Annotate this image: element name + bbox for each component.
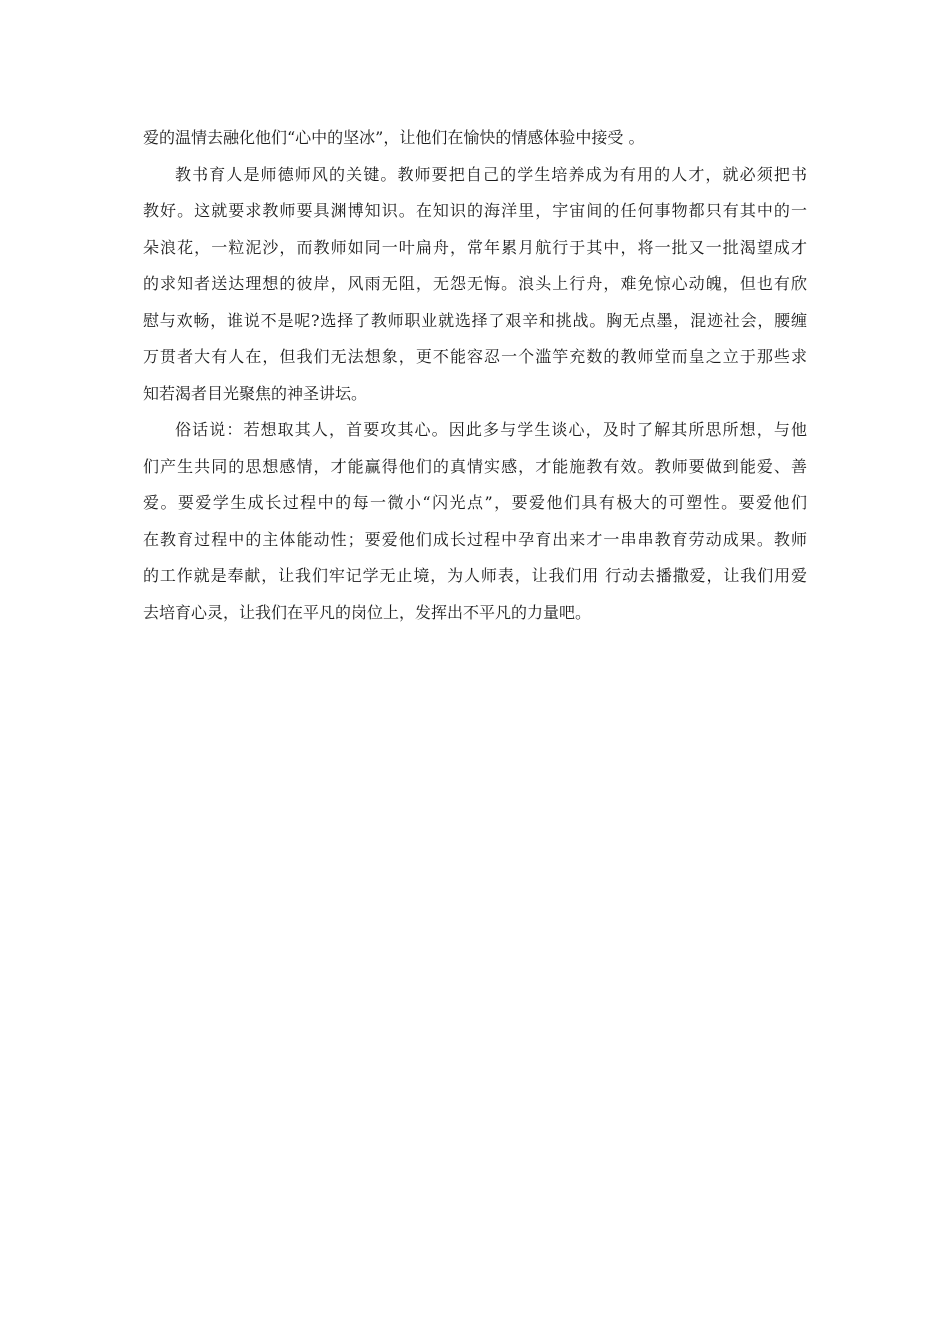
paragraph-line: 慰与欢畅，谁说不是呢?选择了教师职业就选择了艰辛和挑战。胸无点墨，混迹社会，腰缠	[143, 310, 807, 330]
paragraph-3	[143, 412, 807, 631]
paragraph-line: 的求知者送达理想的彼岸，风雨无阻，无怨无悔。浪头上行舟，难免惊心动魄，但也有欣	[143, 274, 807, 293]
paragraph-line: 俗话说：若想取其人，首要攻其心。因此多与学生谈心，及时了解其所思所想，与他	[175, 420, 807, 439]
paragraph-line: 的工作就是奉献，让我们牢记学无止境，为人师表，让我们用 行动去播撒爱，让我们用爱	[143, 566, 807, 585]
paragraph-2	[143, 157, 807, 413]
paragraph-1	[143, 120, 807, 157]
paragraph-line: 万贯者大有人在，但我们无法想象，更不能容忍一个滥竽充数的教师堂而皇之立于那些求	[143, 347, 807, 366]
paragraph-line: 们产生共同的思想感情，才能赢得他们的真情实感，才能施教有效。教师要做到能爱、善	[143, 456, 807, 476]
paragraph-line: 教书育人是师德师风的关键。教师要把自己的学生培养成为有用的人才，就必须把书	[175, 164, 807, 184]
paragraph-line: 爱的温情去融化他们“心中的坚冰”，让他们在愉快的情感体验中接受 。	[143, 128, 645, 147]
paragraph-line: 知若渴者目光聚焦的神圣讲坛。	[143, 383, 368, 403]
paragraph-line: 朵浪花，一粒泥沙，而教师如同一叶扁舟，常年累月航行于其中，将一批又一批渴望成才	[143, 237, 807, 257]
paragraph-line: 教好。这就要求教师要具渊博知识。在知识的海洋里，宇宙间的任何事物都只有其中的一	[143, 201, 807, 220]
paragraph-line: 爱。要爱学生成长过程中的每一微小“闪光点”，要爱他们具有极大的可塑性。要爱他们	[143, 493, 807, 512]
document-body	[143, 120, 807, 631]
paragraph-line: 去培育心灵，让我们在平凡的岗位上，发挥出不平凡的力量吧。	[143, 602, 592, 622]
paragraph-line: 在教育过程中的主体能动性；要爱他们成长过程中孕育出来才一串串教育劳动成果。教师	[143, 529, 807, 549]
